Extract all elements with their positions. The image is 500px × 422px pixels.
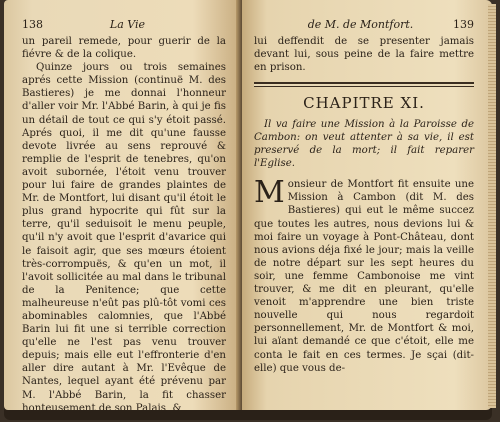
left-paragraph-1: un pareil remede, pour guerir de la fiévre & de la colique. xyxy=(22,36,226,61)
chapter-rule xyxy=(254,82,474,84)
right-paragraph-1: lui deffendit de se presenter jamais devant lui, sous peine de la faire mettre en prison. xyxy=(254,36,474,74)
left-page-number: 138 xyxy=(22,18,43,31)
chapter-title: CHAPITRE XI. xyxy=(303,94,425,113)
left-running-title: La Vie xyxy=(109,18,146,31)
page-edges xyxy=(488,4,496,408)
left-running-head xyxy=(22,18,226,31)
right-page-number: 139 xyxy=(453,18,474,31)
right-page xyxy=(242,0,492,410)
right-text-body xyxy=(254,175,474,374)
right-text-top xyxy=(254,35,474,74)
left-text-block xyxy=(22,35,226,415)
chapter-summary: Il va faire une Mission à la Paroisse de Cambon: on veut attenter à sa vie, il est preservé de la mort; il fait reparer l'Eglise. xyxy=(254,119,474,170)
right-running-title: de M. de Montfort. xyxy=(307,18,414,31)
right-paragraph-2: onsieur de Montfort fit ensuite une Mission à Cambon (dit M. des Bastieres) qui eut le même succez que toutes les autres, nous devions lui & moi faire un voyage à Pont-Château, dont nous avions déja fixé le jour; mais la veille de notre départ sur les sept heures du soir, une femme Cambonoise me vint trouver, & me dit en pleurant, qu'elle venoit m'apprendre une bien triste nouvelle qui nous regardoit personnellement, Mr. de Montfort & moi, lui aïant demandé ce que c'étoit, elle me conta le fait en ces termes. Je sçai (dit-elle) que vous de- xyxy=(254,179,474,374)
left-paragraph-2: Quinze jours ou trois semaines aprés cette Mission (continuë M. des Bastieres) je me donnai l'honneur d'aller voir Mr. l'Abbé Barin, à qui je fis un détail de tout ce qui s'y étoit passé. Aprés quoi, il me dit qu'une fausse devote livrée au sens reprouvé & remplie de l'esprit de tenebres, qu'on avoit subornée, l'étoit venu trouver pour lui faire de grandes plaintes de Mr. de Montfort, lui disant qu'il étoit le plus grand hypocrite qui fût sur la terre, qu'il seduisoit le menu peuple, qu'il n'y avoit que l'esprit d'avarice qui le faisoit agir, que ses mœurs étoient très-corrompuës, & qu'en un mot, il l'avoit sollicitée au mal dans le tribunal de la Penitence; que cette malheureuse n'eût pas plû-tôt vomi ces abominables calomnies, que l'Abbé Barin lui fit une si terrible correction qu'elle ne l'est pas venu trouver depuis; mais elle eut l'effronterie d'en aller dire autant à Mr. l'Evêque de Nantes, lequel ayant été prévenu par M. l'Abbé Barin, la fit chasser honteusement de son Palais, & xyxy=(22,62,226,414)
drop-cap: M xyxy=(254,175,285,211)
left-page xyxy=(4,0,240,414)
right-running-head xyxy=(254,18,474,31)
